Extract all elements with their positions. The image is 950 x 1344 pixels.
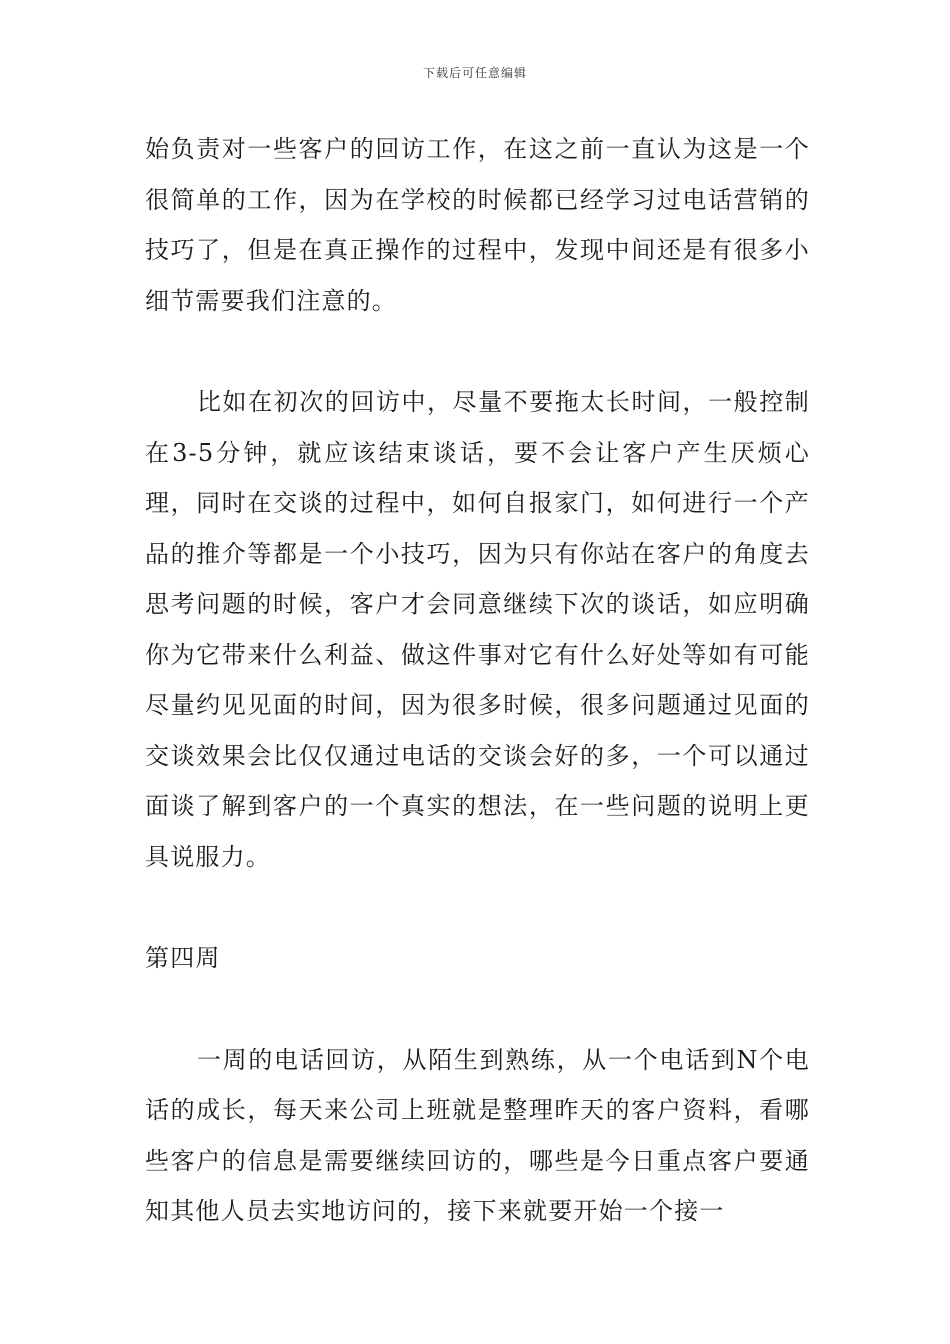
paragraph-gap: [145, 984, 810, 1035]
page-header: 下载后可任意编辑: [422, 66, 527, 80]
paragraph-3: 一周的电话回访，从陌生到熟练，从一个电话到N个电话的成长，每天来公司上班就是整理昨天的客户资料，看哪些客户的信息是需要继续回访的，哪些是今日重点客户要通知其他人员去实地访问的，接下来就要开始一个接一: [145, 1045, 810, 1225]
paragraph-gap: [145, 882, 810, 933]
document-body: [145, 124, 810, 1237]
paragraph-gap: [145, 326, 810, 377]
paragraph-1: 始负责对一些客户的回访工作，在这之前一直认为这是一个很简单的工作，因为在学校的时候都已经学习过电话营销的技巧了，但是在真正操作的过程中，发现中间还是有很多小细节需要我们注意的。: [145, 135, 810, 315]
section-heading: 第四周: [145, 944, 221, 972]
paragraph-2: 比如在初次的回访中，尽量不要拖太长时间，一般控制在3-5分钟，就应该结束谈话，要不会让客户产生厌烦心理，同时在交谈的过程中，如何自报家门，如何进行一个产品的推介等都是一个小技巧，因为只有你站在客户的角度去思考问题的时候，客户才会同意继续下次的谈话，如应明确你为它带来什么利益、做这件事对它有什么好处等如有可能尽量约见见面的时间，因为很多时候，很多问题通过见面的交谈效果会比仅仅通过电话的交谈会好的多，一个可以通过面谈了解到客户的一个真实的想法，在一些问题的说明上更具说服力。: [145, 388, 810, 871]
